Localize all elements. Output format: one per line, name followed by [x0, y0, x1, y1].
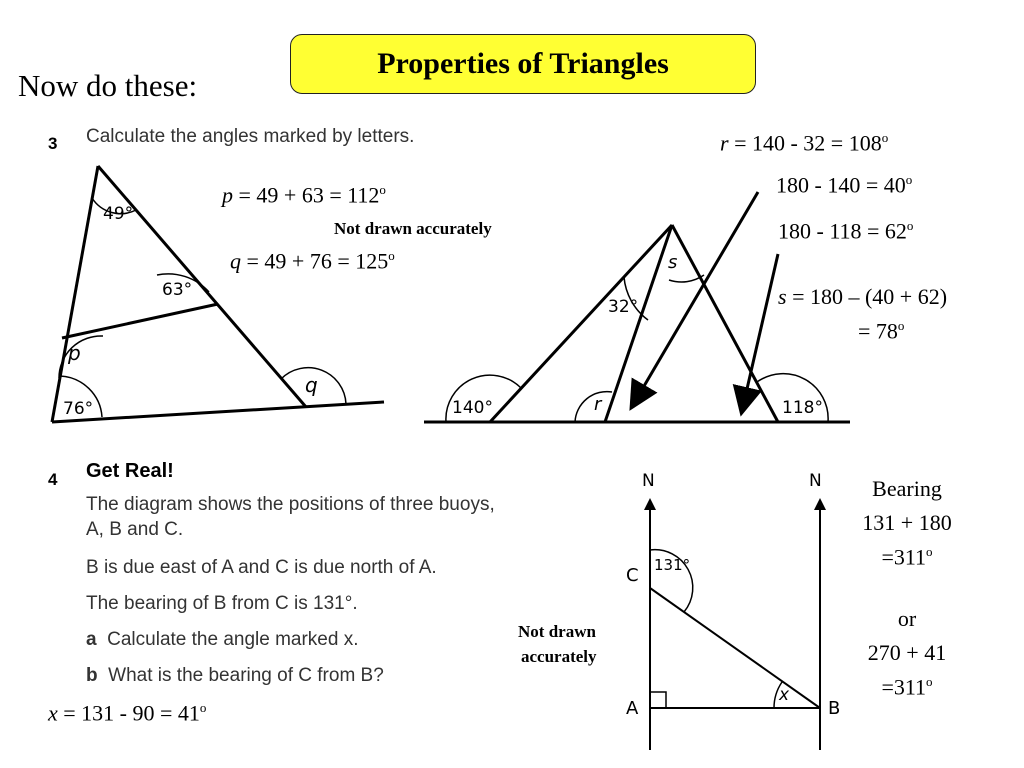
q4-angle-131: 131°	[654, 556, 691, 574]
q3-right-angle-140: 140°	[452, 398, 493, 418]
answer-bearing-result: $=311^o$	[881, 544, 933, 570]
answer-s-line2: = $78^o$	[858, 318, 905, 344]
q4-angle-x: x	[779, 685, 790, 705]
question-4-line3: B is due east of A and C is due north of A.	[86, 557, 437, 578]
page-title-text: Properties of Triangles	[377, 47, 669, 80]
answer-bearing-label: Bearing	[872, 476, 942, 501]
q3-not-drawn-note: Not drawn accurately	[334, 219, 492, 238]
q4-point-b: B	[828, 698, 841, 719]
answer-p: $p = 49 + 63 = 112^o$	[222, 182, 386, 208]
q3-left-angle-q: q	[305, 373, 318, 397]
answer-alt-result: $=311^o$	[881, 674, 933, 700]
question-4-part-a: a Calculate the angle marked x.	[86, 629, 359, 650]
intro-text: Now do these:	[18, 68, 198, 103]
answer-q: $q = 49 + 76 = 125^o$	[230, 248, 395, 274]
question-4-heading: Get Real!	[86, 460, 174, 482]
answer-r: $r = 140 - 32 = 108^o$	[720, 130, 889, 156]
q3-left-angle-49: 49°	[103, 204, 134, 224]
q3-left-angle-63: 63°	[162, 280, 193, 300]
q4-point-a: A	[626, 698, 639, 719]
q3-right-angle-s: s	[668, 252, 678, 273]
q3-right-angle-118: 118°	[782, 398, 823, 418]
answer-alt-sum: 270 + 41	[867, 640, 947, 665]
answer-step-40: $180 - 140 = 40^o$	[776, 172, 913, 198]
answer-s-line1: s = 180 – (40 + 62)	[778, 284, 948, 309]
q4-point-c: C	[626, 565, 639, 586]
q3-right-angle-32: 32°	[608, 297, 639, 317]
question-4-line4: The bearing of B from C is 131°.	[86, 593, 358, 614]
question-4-line2: A, B and C.	[86, 519, 184, 540]
question-4-number: 4	[48, 470, 58, 489]
q3-left-angle-p: p	[68, 341, 81, 365]
question-3-number: 3	[48, 134, 58, 153]
q3-left-angle-76: 76°	[63, 399, 94, 419]
q4-north-label-b: N	[809, 471, 822, 491]
q4-north-label-a: N	[642, 471, 655, 491]
question-4-line1: The diagram shows the positions of three buoys,	[86, 494, 495, 515]
arrow-to-r-angle	[637, 192, 758, 398]
answer-x: $x = 131 - 90 = 41^o$	[48, 700, 207, 726]
answer-or: or	[897, 606, 917, 631]
q4-bearing-diagram	[650, 502, 820, 750]
answer-bearing-sum: 131 + 180	[862, 510, 952, 535]
question-3-text: Calculate the angles marked by letters.	[86, 126, 415, 147]
q3-right-angle-r: r	[594, 394, 602, 415]
north-arrow-b	[814, 498, 826, 510]
north-arrow-a	[644, 498, 656, 510]
q4-not-drawn-line2: accurately	[521, 647, 597, 666]
answer-step-62: $180 - 118 = 62^o$	[778, 218, 914, 244]
question-4-part-b: b What is the bearing of C from B?	[86, 665, 384, 686]
q3-right-triangle	[424, 225, 850, 422]
q4-not-drawn-line1: Not drawn	[518, 622, 596, 641]
